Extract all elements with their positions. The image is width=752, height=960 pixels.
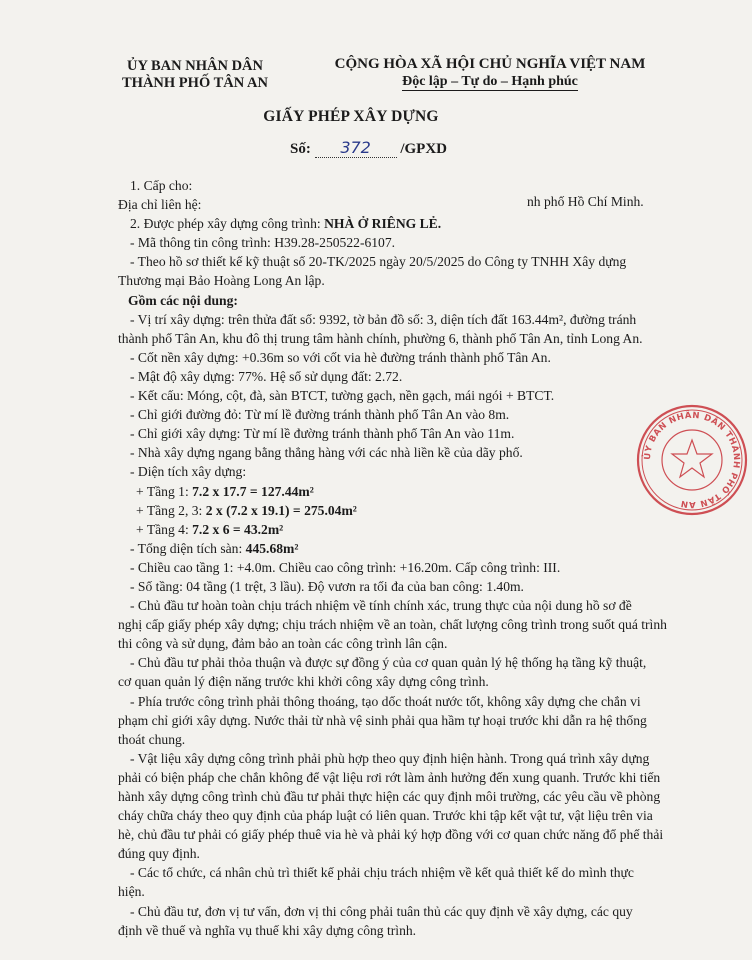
road-boundary: - Chỉ giới đường đỏ: Từ mí lề đường tránh thành phố Tân An vào 8m. (130, 407, 510, 423)
resp-4c: hành xây dựng công trình chủ đầu tư phải thực hiện các quy định môi trường, các yêu cầu về phòng (118, 789, 661, 804)
resp-1a: - Chủ đầu tư hoàn toàn chịu trách nhiệm về tính chính xác, trung thực của nội dung hồ sơ đề (130, 598, 632, 614)
permit-number (290, 138, 447, 158)
nation-name: CỘNG HÒA XÃ HỘI CHỦ NGHĨA VIỆT NAM (334, 56, 646, 72)
floor-2-3: + Tầng 2, 3: 2 x (7.2 x 19.1) = 275.04m² (136, 502, 357, 518)
issuing-agency (110, 58, 280, 92)
document-title: GIẤY PHÉP XÂY DỰNG (263, 108, 439, 125)
design-ref-1: - Theo hồ sơ thiết kế kỹ thuật số 20-TK/2025 ngày 20/5/2025 do Công ty TNHH Xây dựng (130, 254, 627, 270)
resp-3b: phạm chỉ giới xây dựng. Nước thải từ nhà vệ sinh phải qua hầm tự hoại trước khi dẫn ra hệ thống (118, 712, 647, 728)
resp-6a: - Chủ đầu tư, đơn vị tư vấn, đơn vị thi công phải tuân thủ các quy định về xây dựng, các quy (130, 903, 633, 919)
floors: - Số tầng: 04 tầng (1 trệt, 3 lầu). Độ vươn ra tối đa của ban công: 1.40m. (130, 578, 524, 594)
location-2: thành phố Tân An, khu đô thị trung tâm hành chính, phường 6, thành phố Tân An, tỉnh Long An. (118, 330, 643, 346)
alignment: - Nhà xây dựng ngang bằng thẳng hàng với các nhà liền kề của dãy phố. (130, 445, 523, 461)
resp-4b: phải có biện pháp che chắn không để vật liệu rơi rớt làm ảnh hưởng đến xung quanh. Trước khi tiến (118, 769, 661, 785)
resp-2a: - Chủ đầu tư phải thỏa thuận và được sự đồng ý của cơ quan quản lý hệ thống hạ tầng kỹ thuật, (130, 655, 647, 671)
number-prefix: Số: (290, 141, 311, 157)
structure: - Kết cấu: Móng, cột, đà, sàn BTCT, tường gạch, nền gạch, mái ngói + BTCT. (130, 388, 555, 404)
resp-4a: - Vật liệu xây dựng công trình phải phù hợp theo quy định hiện hành. Trong quá trình xây dựng (130, 750, 650, 766)
contents-heading: Gồm các nội dung: (128, 292, 238, 308)
resp-3a: - Phía trước công trình phải thông thoáng, tạo dốc thoát nước tốt, không xây dựng che chắn vi (130, 693, 641, 709)
number-suffix: /GPXD (400, 141, 448, 157)
resp-4e: hè, chủ đầu tư phải có giấy phép thuê via hè và phải ký hợp đồng với cơ quan chức năng đổ phế thải (118, 827, 664, 843)
project-code: - Mã thông tin công trình: H39.28-250522-6107. (130, 235, 396, 251)
issued-to-label: 1. Cấp cho: (130, 178, 193, 193)
height: - Chiều cao tầng 1: +4.0m. Chiều cao công trình: +16.20m. Cấp công trình: III. (130, 559, 561, 575)
resp-5b: hiện. (118, 884, 145, 900)
build-boundary: - Chỉ giới xây dựng: Từ mí lề đường tránh thành phố Tân An vào 11m. (130, 426, 515, 442)
address-label: Địa chỉ liên hệ: (118, 197, 202, 213)
agency-line-2: THÀNH PHỐ TÂN AN (122, 75, 268, 91)
resp-2b: cơ quan quản lý điện năng trước khi khởi công xây dựng công trình. (118, 674, 489, 690)
density: - Mật độ xây dựng: 77%. Hệ số sử dụng đất: 2.72. (130, 368, 403, 384)
document-body (118, 176, 667, 940)
resp-1c: thi công và sử dụng, đảm bảo an toàn các công trình lân cận. (118, 636, 448, 652)
resp-1b: nghị cấp giấy phép xây dựng; chịu trách nhiệm về an toàn, chất lượng công trình trong suốt quá trình (118, 617, 667, 633)
resp-6b: định về thuế và nghĩa vụ thuế khi xây dựng công trình. (118, 922, 417, 938)
agency-line-1: ỦY BAN NHÂN DÂN (126, 58, 263, 74)
stamp-text: ỦY BAN NHÂN DÂN THÀNH PHỐ TÂN AN (642, 410, 742, 510)
resp-5a: - Các tổ chức, cá nhân chủ trì thiết kế phải chịu trách nhiệm về kết quả thiết kế do mình thực (130, 865, 634, 881)
handwritten-number: 372 (315, 138, 397, 158)
design-ref-2: Thương mại Bảo Hoàng Long An lập. (118, 273, 325, 289)
official-stamp-seal (632, 400, 752, 520)
national-header (300, 56, 680, 90)
area-heading: - Diện tích xây dựng: (130, 464, 247, 480)
resp-4d: cháy chữa cháy theo quy định của pháp luật có liên quan. Trước khi tập kết vật tư, vật liệu trên via (118, 808, 653, 824)
location-1: - Vị trí xây dựng: trên thửa đất số: 9392, tờ bản đồ số: 3, diện tích đất 163.44m², đường tránh (130, 311, 637, 327)
foundation-level: - Cốt nền xây dựng: +0.36m so với cốt via hè đường tránh thành phố Tân An. (130, 349, 551, 365)
resp-3c: thoát chung. (118, 731, 186, 747)
address-tail: nh phố Hồ Chí Minh. (527, 194, 644, 209)
national-motto: Độc lập – Tự do – Hạnh phúc (402, 74, 578, 89)
permit-scope: 2. Được phép xây dựng công trình: NHÀ Ở RIÊNG LẺ. (130, 216, 442, 232)
floor-1: + Tầng 1: 7.2 x 17.7 = 127.44m² (136, 483, 314, 499)
total-floor-area: - Tổng diện tích sàn: 445.68m² (130, 540, 299, 556)
floor-4: + Tầng 4: 7.2 x 6 = 43.2m² (136, 521, 284, 537)
resp-4f: đúng quy định. (118, 846, 200, 862)
